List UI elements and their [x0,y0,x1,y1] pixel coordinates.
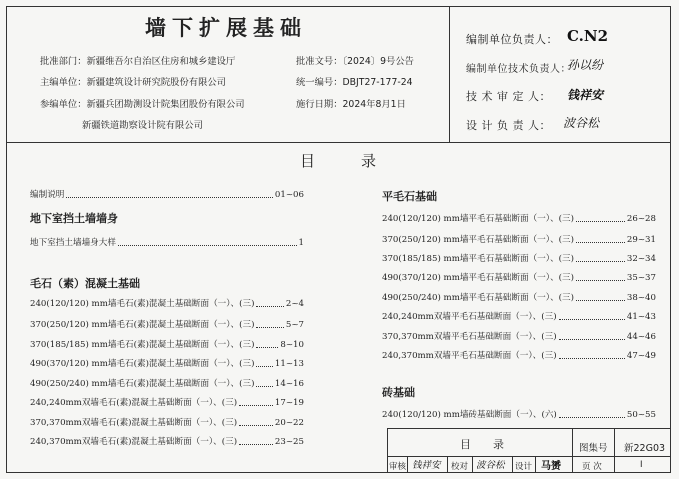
leader-dots [559,319,625,320]
participant-1: 新疆兵团勘测设计院集团股份有限公司 [86,99,245,110]
title-block-name-char-1: 目 [460,438,471,451]
toc-entry-pages: 2~4 [285,299,304,309]
toc-entry[interactable] [382,212,656,224]
toc-entry-pages: 29~31 [626,235,656,245]
toc-entry[interactable] [382,291,656,303]
toc-entry-pages: 50~55 [626,410,656,420]
leader-dots [559,417,625,418]
signature-image: 钱祥安 [567,88,604,102]
atlas-number: 新22G03 [624,443,666,454]
toc-entry-pages: 47~49 [626,351,656,361]
leader-dots [239,444,273,445]
leader-dots [559,358,625,359]
toc-entry-pages: 38~40 [626,293,656,303]
title-block-divider [572,428,573,473]
title-block-name-char-2: 录 [493,438,504,451]
signature-image: 波谷松 [476,460,505,471]
leader-dots [576,280,625,281]
toc-entry-label: 240(120/120) mm墙砖基础断面（一）、(六) [382,410,557,420]
unified-no-label: 统一编号： [296,77,343,88]
toc-entry-pages: 35~37 [626,273,656,283]
title-block-name [460,436,504,452]
leader-dots [256,327,283,328]
toc-entry-label: 240(120/120) mm墙平毛石基础断面（一）、(三) [382,214,574,224]
leader-dots [66,197,273,198]
toc-title-char-1: 目 [300,152,316,170]
signature-image: 钱祥安 [412,460,441,471]
toc-entry-label: 370(250/120) mm墙平毛石基础断面（一）、(三) [382,235,574,245]
toc-entry[interactable] [30,297,304,309]
section-heading-retaining-wall: 地下室挡土墙墙身 [30,212,118,225]
toc-entry[interactable] [30,396,304,408]
toc-entry-pages: 14~16 [274,379,304,389]
toc-entry-label: 240,370mm双墙毛石(素)混凝土基础断面（一）、(三) [30,437,238,447]
review-label: 审核 [389,462,407,472]
editor-label: 主编单位： [40,77,87,88]
toc-entry-label: 240,370mm双墙平毛石基础断面（一）、(三) [382,351,557,361]
toc-entry-label: 490(370/120) mm墙平毛石基础断面（一）、(三) [382,273,574,283]
responsible-tech-lead [466,60,571,75]
toc-entry[interactable] [30,357,304,369]
toc-entry-label: 370(185/185) mm墙平毛石基础断面（一）、(三) [382,254,574,264]
toc-entry[interactable] [382,310,656,322]
toc-entry-label: 490(250/240) mm墙平毛石基础断面（一）、(三) [382,293,574,303]
responsible-tech-reviewer [466,88,551,104]
approval-doc-row [296,53,414,67]
toc-entry-label: 370(185/185) mm墙毛石(素)混凝土基础断面（一）、(三) [30,340,255,350]
toc-entry[interactable] [30,338,304,350]
toc-entry-pages: 5~7 [285,320,304,330]
effective-row [296,96,406,110]
toc-entry[interactable] [30,318,304,330]
responsible-design-lead [466,117,551,133]
title-block-divider [447,456,448,473]
page-label: 页 次 [582,462,602,472]
toc-entry[interactable] [30,377,304,389]
approval-dept-label: 批准部门： [40,56,87,67]
leader-dots [256,347,278,348]
leader-dots [118,245,297,246]
responsible-role: 编制单位技术负责人： [466,64,571,75]
toc-entry-intro[interactable] [30,188,304,200]
leader-dots [239,425,273,426]
leader-dots [239,405,273,406]
effective-label: 施行日期： [296,99,343,110]
section-heading-rubble-concrete: 毛石（素）混凝土基础 [30,277,140,290]
toc-entry[interactable] [382,349,656,361]
toc-entry-pages: 26~28 [626,214,656,224]
title-block-divider [614,428,615,473]
approval-dept-row [40,53,235,67]
toc-entry-pages: 17~19 [274,398,304,408]
toc-entry[interactable] [382,408,656,420]
toc-entry-label: 240,240mm双墙毛石(素)混凝土基础断面（一）、(三) [30,398,238,408]
leader-dots [576,261,625,262]
leader-dots [559,339,625,340]
unified-no: DBJT27-177-24 [342,77,413,88]
toc-entry-pages: 01~06 [274,190,304,200]
toc-entry-pages: 23~25 [274,437,304,447]
toc-entry-label: 240,240mm双墙平毛石基础断面（一）、(三) [382,312,557,322]
responsible-editor-unit [466,31,558,47]
header-divider [6,142,671,143]
toc-entry-label: 370,370mm双墙毛石(素)混凝土基础断面（一）、(三) [30,418,238,428]
section-heading-brick: 砖基础 [382,386,415,399]
toc-entry-pages: 32~34 [626,254,656,264]
section-heading-flat-rubble: 平毛石基础 [382,190,437,203]
toc-title-char-2: 录 [361,152,377,170]
participant-2: 新疆铁道勘察设计院有限公司 [82,120,203,131]
participants-label: 参编单位： [40,99,87,110]
toc-entry-pages: 41~43 [626,312,656,322]
responsible-role: 设 计 负 责 人： [466,119,551,132]
toc-entry-pages: 44~46 [626,332,656,342]
toc-entry-label: 490(370/120) mm墙毛石(素)混凝土基础断面（一）、(三) [30,359,255,369]
toc-entry-label: 地下室挡土墙墙身大样 [30,238,116,248]
approval-doc: 〔2024〕9号公告 [342,56,414,67]
toc-entry-label: 370(250/120) mm墙毛石(素)混凝土基础断面（一）、(三) [30,320,255,330]
toc-entry[interactable] [30,236,304,248]
toc-title [300,150,376,171]
toc-entry[interactable] [382,252,656,264]
responsible-role: 技 术 审 定 人： [466,90,551,103]
leader-dots [576,242,625,243]
participants-row [40,96,245,110]
toc-entry-pages: 20~22 [274,418,304,428]
title-block-divider [535,456,536,473]
title-block-divider [472,456,473,473]
toc-entry-label: 370,370mm双墙平毛石基础断面（一）、(三) [382,332,557,342]
toc-entry[interactable] [382,330,656,342]
check-label: 校对 [451,462,469,472]
toc-entry[interactable] [30,435,304,447]
design-label: 设计 [515,462,533,472]
title-block-top [387,428,671,429]
leader-dots [256,306,283,307]
page-number: I [640,460,643,470]
toc-entry-pages: 11~13 [274,359,304,369]
editor-row [40,74,226,88]
signature-image: 孙以纷 [567,58,604,72]
toc-entry-label: 490(250/240) mm墙毛石(素)混凝土基础断面（一）、(三) [30,379,255,389]
atlas-label: 图集号 [579,443,608,454]
unified-no-row [296,74,413,88]
signature-image: 马赟 [541,461,561,472]
toc-entry-label: 240(120/120) mm墙毛石(素)混凝土基础断面（一）、(三) [30,299,255,309]
signature-image: C.N2 [567,27,609,45]
signature-image: 波谷松 [563,116,600,130]
title-block-divider [407,456,408,473]
leader-dots [256,366,272,367]
toc-entry-label: 编制说明 [30,190,65,200]
approval-dept: 新疆维吾尔自治区住房和城乡建设厅 [86,56,236,67]
title-block-divider [512,456,513,473]
effective-date: 2024年8月1日 [342,99,406,110]
document-title: 墙下扩展基础 [145,16,307,40]
leader-dots [576,221,625,222]
toc-entry-pages: 8~10 [280,340,304,350]
toc-entry-pages: 1 [298,238,304,248]
toc-entry[interactable] [382,271,656,283]
editor: 新疆建筑设计研究院股份有限公司 [86,77,226,88]
responsible-role: 编制单位负责人： [466,33,558,46]
leader-dots [256,386,272,387]
leader-dots [576,300,625,301]
approval-doc-label: 批准文号： [296,56,343,67]
toc-entry[interactable] [30,416,304,428]
toc-entry[interactable] [382,233,656,245]
header-vertical-divider [449,6,450,143]
